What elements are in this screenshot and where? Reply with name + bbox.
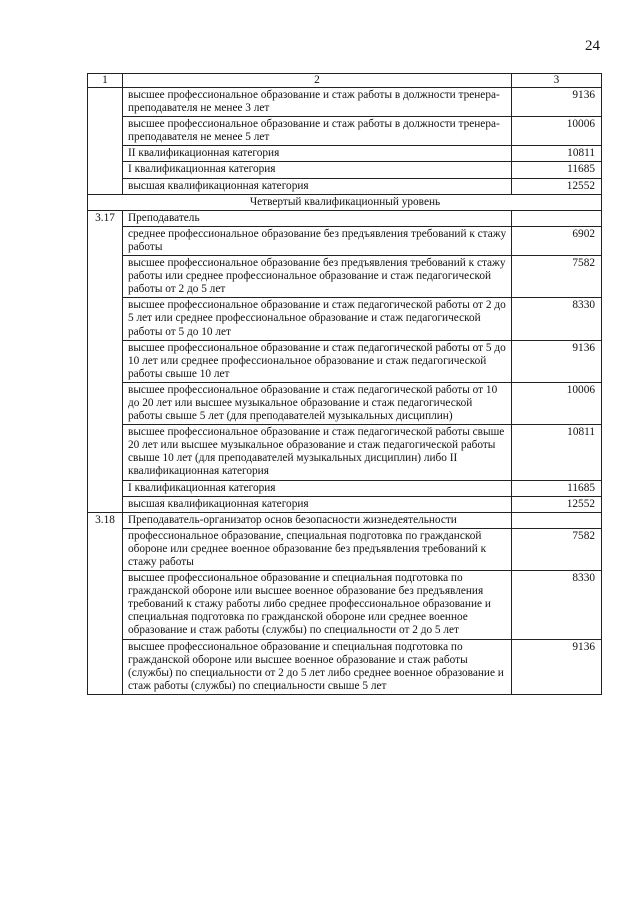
table-row xyxy=(88,496,602,512)
item-title-row xyxy=(88,512,602,528)
row-description: высшее профессиональное образование и стаж педагогической работы свыше 20 лет или высшее музыкальное образование и стаж педагогической работы свыше 10 лет (для преподавателей музыкальных дисциплин) либо II квалификационная категория xyxy=(123,425,512,480)
row-description: I квалификационная категория xyxy=(123,480,512,496)
row-description: высшее профессиональное образование и специальная подготовка по гражданской обороне или высшее военное образование без предъявления требований к стажу работы либо среднее профессиональное образование и специальная подготовка по гражданской обороне или среднее военное образование и стаж работы (службы) по специальности от 2 до 5 лет xyxy=(123,571,512,639)
row-value: 10811 xyxy=(512,146,602,162)
row-description: профессиональное образование, специальная подготовка по гражданской обороне или среднее военное образование без предъявления требований к стажу работы xyxy=(123,528,512,570)
row-value: 8330 xyxy=(512,571,602,639)
table-row xyxy=(88,382,602,424)
row-value: 11685 xyxy=(512,162,602,178)
row-description: высшее профессиональное образование и стаж работы в должности тренера-преподавателя не менее 5 лет xyxy=(123,117,512,146)
row-value: 7582 xyxy=(512,256,602,298)
row-value: 9136 xyxy=(512,88,602,117)
row-value: 11685 xyxy=(512,480,602,496)
row-value-empty xyxy=(512,512,602,528)
row-description: высшее профессиональное образование без предъявления требований к стажу работы или среднее профессиональное образование и стаж педагогической работы от 2 до 5 лет xyxy=(123,256,512,298)
row-value: 10811 xyxy=(512,425,602,480)
row-description: высшее профессиональное образование и стаж педагогической работы от 5 до 10 лет или среднее профессиональное образование и стаж педагогической работы свыше 10 лет xyxy=(123,340,512,382)
page-number: 24 xyxy=(585,38,600,54)
row-value: 7582 xyxy=(512,528,602,570)
table-row xyxy=(88,117,602,146)
table-row xyxy=(88,340,602,382)
table-row xyxy=(88,178,602,194)
row-value: 8330 xyxy=(512,298,602,340)
header-col-1: 1 xyxy=(88,74,123,88)
item-number: 3.18 xyxy=(88,512,123,694)
item-title-row xyxy=(88,210,602,226)
item-title: Преподаватель-организатор основ безопасности жизнедеятельности xyxy=(123,512,512,528)
header-col-2: 2 xyxy=(123,74,512,88)
row-description: I квалификационная категория xyxy=(123,162,512,178)
table-row xyxy=(88,162,602,178)
row-value: 10006 xyxy=(512,117,602,146)
row-description: высшая квалификационная категория xyxy=(123,178,512,194)
table-row xyxy=(88,146,602,162)
row-description: высшее профессиональное образование и стаж педагогической работы от 2 до 5 лет или среднее профессиональное образование и стаж педагогической работы от 5 до 10 лет xyxy=(123,298,512,340)
row-value-empty xyxy=(512,210,602,226)
item-number: 3.17 xyxy=(88,210,123,512)
table-row xyxy=(88,298,602,340)
table-row xyxy=(88,88,602,117)
table-row xyxy=(88,425,602,480)
salary-table xyxy=(87,73,602,695)
section-heading-row xyxy=(88,194,602,210)
row-description: среднее профессиональное образование без предъявления требований к стажу работы xyxy=(123,226,512,255)
row-value: 12552 xyxy=(512,496,602,512)
row-description: высшее профессиональное образование и стаж педагогической работы от 10 до 20 лет или высшее музыкальное образование и стаж педагогической работы свыше 5 лет (для преподавателей музыкальных дисциплин) xyxy=(123,382,512,424)
row-value: 10006 xyxy=(512,382,602,424)
table-row xyxy=(88,571,602,639)
table-row xyxy=(88,480,602,496)
row-description: высшее профессиональное образование и специальная подготовка по гражданской обороне или высшее военное образование и стаж работы (службы) по специальности от 2 до 5 лет либо среднее военное образование и стаж работы (службы) по специальности свыше 5 лет xyxy=(123,639,512,694)
section-heading: Четвертый квалификационный уровень xyxy=(88,194,602,210)
row-value: 6902 xyxy=(512,226,602,255)
row-description: высшее профессиональное образование и стаж работы в должности тренера-преподавателя не менее 3 лет xyxy=(123,88,512,117)
table-row xyxy=(88,226,602,255)
row-description: II квалификационная категория xyxy=(123,146,512,162)
row-value: 12552 xyxy=(512,178,602,194)
row-value: 9136 xyxy=(512,340,602,382)
row-number-cell xyxy=(88,88,123,195)
row-description: высшая квалификационная категория xyxy=(123,496,512,512)
row-value: 9136 xyxy=(512,639,602,694)
table-header-row xyxy=(88,74,602,88)
table-row xyxy=(88,528,602,570)
table-row xyxy=(88,256,602,298)
header-col-3: 3 xyxy=(512,74,602,88)
table-row xyxy=(88,639,602,694)
item-title: Преподаватель xyxy=(123,210,512,226)
